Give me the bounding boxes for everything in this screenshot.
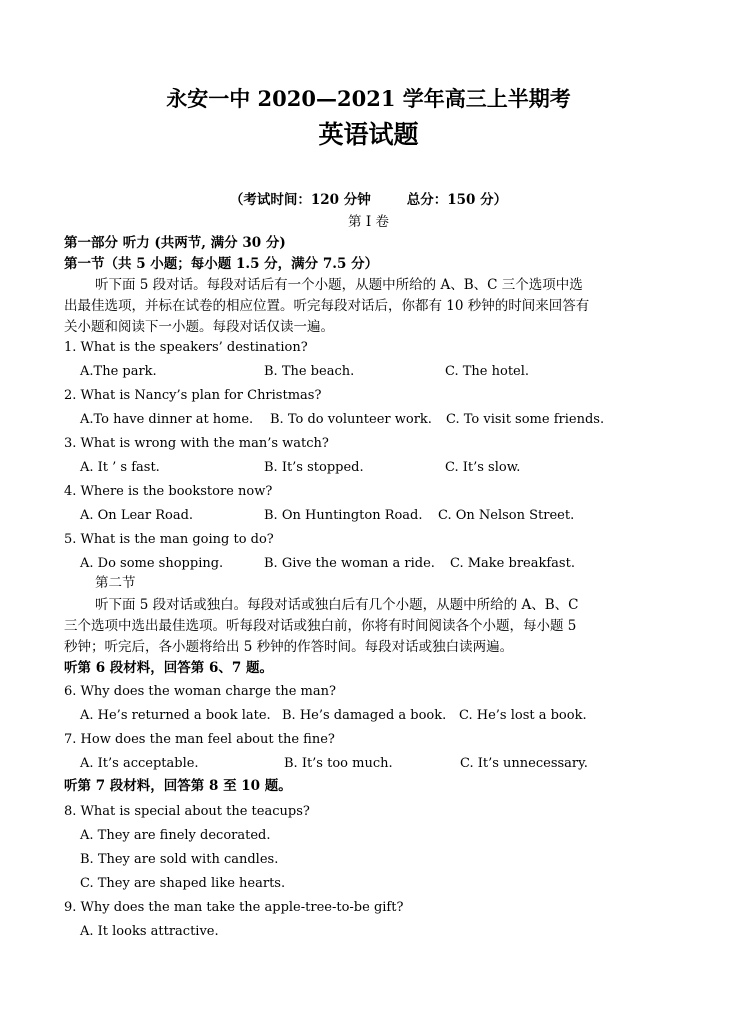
question-4-stem: 4. Where is the bookstore now? [64,484,273,499]
section1-instruction-1: 听下面 5 段对话。每段对话后有一个小题，从题中所给的 A、B、C 三个选项中选 [95,277,583,293]
exam-info [0,192,737,208]
question-6-stem: 6. Why does the woman charge the man? [64,684,336,699]
volume-label: 第 I 卷 [348,214,389,230]
question-7-option-a: A. It’s acceptable. [80,756,199,771]
question-1-option-b: B. The beach. [264,364,355,379]
question-7-option-c: C. It’s unnecessary. [460,756,588,771]
question-8-option-a: A. They are finely decorated. [80,828,271,843]
section2-instruction-1: 听下面 5 段对话或独白。每段对话或独白后有几个小题，从题中所给的 A、B、C [95,597,579,613]
question-1-stem: 1. What is the speakers’ destination? [64,340,308,355]
question-2-option-b: B. To do volunteer work. [270,412,432,427]
question-2-option-a: A.To have dinner at home. [80,412,254,427]
part1-heading: 第一部分 听力 (共两节, 满分 30 分) [64,235,286,251]
material-6-heading: 听第 6 段材料，回答第 6、7 题。 [64,660,273,676]
question-9-stem: 9. Why does the man take the apple-tree-to-be gift? [64,900,404,915]
question-8-option-c: C. They are shaped like hearts. [80,876,286,891]
page-title-line1: 永安一中 2020—2021 学年高三上半期考 [166,86,571,111]
section2-instruction-3: 秒钟；听完后，各小题将给出 5 秒钟的作答时间。每段对话或独白读两遍。 [64,639,514,655]
question-1-option-c: C. The hotel. [445,364,530,379]
question-6-option-a: A. He’s returned a book late. [80,708,271,723]
question-7-option-b: B. It’s too much. [284,756,393,771]
question-4-option-c: C. On Nelson Street. [438,508,575,523]
question-4-option-b: B. On Huntington Road. [264,508,423,523]
question-9-option-a: A. It looks attractive. [80,924,219,939]
question-3-option-c: C. It’s slow. [445,460,521,475]
question-7-stem: 7. How does the man feel about the fine? [64,732,335,747]
question-2-option-c: C. To visit some friends. [446,412,605,427]
question-1-option-a: A.The park. [80,364,157,379]
section1-instruction-3: 关小题和阅读下一小题。每段对话仅读一遍。 [64,319,334,335]
question-3-option-b: B. It’s stopped. [264,460,364,475]
question-5-option-b: B. Give the woman a ride. [264,556,435,571]
section2-heading: 第二节 [95,575,136,591]
exam-time: （考试时间：120 分钟 [229,192,371,208]
question-6-option-b: B. He’s damaged a book. [282,708,447,723]
question-3-stem: 3. What is wrong with the man’s watch? [64,436,329,451]
section1-instruction-2: 出最佳选项，并标在试卷的相应位置。听完每段对话后，你都有 10 秒钟的时间来回答有 [64,298,590,314]
total-score: 总分：150 分） [406,192,508,208]
question-3-option-a: A. It ’ s fast. [80,460,160,475]
section1-heading: 第一节（共 5 小题；每小题 1.5 分，满分 7.5 分） [64,256,379,272]
question-5-option-c: C. Make breakfast. [450,556,575,571]
question-8-option-b: B. They are sold with candles. [80,852,279,867]
question-5-option-a: A. Do some shopping. [80,556,224,571]
material-7-heading: 听第 7 段材料，回答第 8 至 10 题。 [64,778,292,794]
section2-instruction-2: 三个选项中选出最佳选项。听每段对话或独白前，你将有时间阅读各个小题，每小题 5 [64,618,577,634]
question-8-stem: 8. What is special about the teacups? [64,804,310,819]
question-2-stem: 2. What is Nancy’s plan for Christmas? [64,388,322,403]
question-4-option-a: A. On Lear Road. [80,508,194,523]
page-title-line2: 英语试题 [318,120,419,149]
question-6-option-c: C. He’s lost a book. [459,708,587,723]
question-5-stem: 5. What is the man going to do? [64,532,274,547]
